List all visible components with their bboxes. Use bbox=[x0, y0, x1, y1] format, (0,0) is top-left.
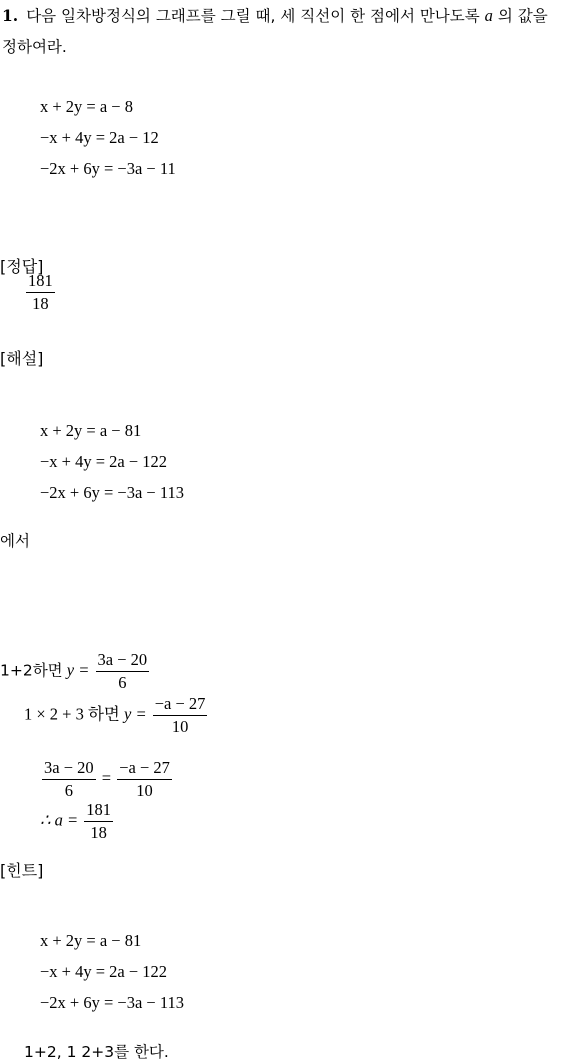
eq-left-numerator: 3a − 20 bbox=[42, 758, 96, 780]
problem-equation-3: −2x + 6y = −3a − 11 bbox=[40, 159, 176, 178]
result-numerator: 181 bbox=[84, 800, 113, 822]
hint-text: 1+2, 1 2+3를 한다. bbox=[24, 1043, 169, 1061]
therefore-text: ∴ a = bbox=[40, 810, 79, 830]
hint-equation-2: −x + 4y = 2a − 122 bbox=[40, 962, 168, 981]
therefore-line bbox=[40, 800, 115, 843]
problem-text-end: 의 값을 정하여라. bbox=[2, 7, 548, 56]
answer-label: [정답] bbox=[0, 257, 44, 276]
problem-number: 1. bbox=[2, 6, 19, 25]
solution-step-2 bbox=[24, 694, 209, 737]
eq-sign: = bbox=[101, 768, 112, 788]
step-2-numerator: −a − 27 bbox=[153, 694, 208, 716]
step-1-numerator: 3a − 20 bbox=[96, 650, 150, 672]
problem-text: 다음 일차방정식의 그래프를 그릴 때, 세 직선이 한 점에서 만나도록 bbox=[26, 7, 480, 25]
step-1-prefix: 1+2하면 bbox=[0, 661, 63, 680]
step-2-prefix: 1 × 2 + 3 하면 bbox=[24, 704, 120, 724]
step-2-y: y = bbox=[124, 704, 147, 724]
eq-right-numerator: −a − 27 bbox=[117, 758, 172, 780]
solution-equation-2: −x + 4y = 2a − 122 bbox=[40, 452, 168, 471]
eq-right-denominator: 10 bbox=[136, 781, 153, 800]
answer-fraction bbox=[24, 271, 57, 314]
problem-variable: a bbox=[484, 6, 493, 25]
solution-equation-3: −2x + 6y = −3a − 113 bbox=[40, 483, 184, 502]
solution-label: [해설] bbox=[0, 349, 44, 368]
eq-left-denominator: 6 bbox=[64, 781, 73, 800]
step-1-y: y = bbox=[66, 660, 90, 680]
hint-label: [힌트] bbox=[0, 861, 44, 880]
problem-equation-2: −x + 4y = 2a − 12 bbox=[40, 128, 159, 147]
problem-statement bbox=[2, 0, 567, 63]
answer-numerator: 181 bbox=[26, 271, 55, 293]
fraction-equation bbox=[40, 758, 174, 801]
step-2-denominator: 10 bbox=[171, 717, 189, 736]
hint-equation-1: x + 2y = a − 81 bbox=[40, 931, 142, 950]
answer-denominator: 18 bbox=[32, 294, 49, 313]
solution-from-text: 에서 bbox=[0, 532, 30, 550]
solution-equation-1: x + 2y = a − 81 bbox=[40, 421, 142, 440]
problem-equation-1: x + 2y = a − 8 bbox=[40, 97, 133, 116]
hint-equation-3: −2x + 6y = −3a − 113 bbox=[40, 993, 184, 1012]
solution-step-1 bbox=[0, 650, 151, 693]
result-denominator: 18 bbox=[90, 823, 107, 842]
step-1-denominator: 6 bbox=[118, 673, 127, 692]
